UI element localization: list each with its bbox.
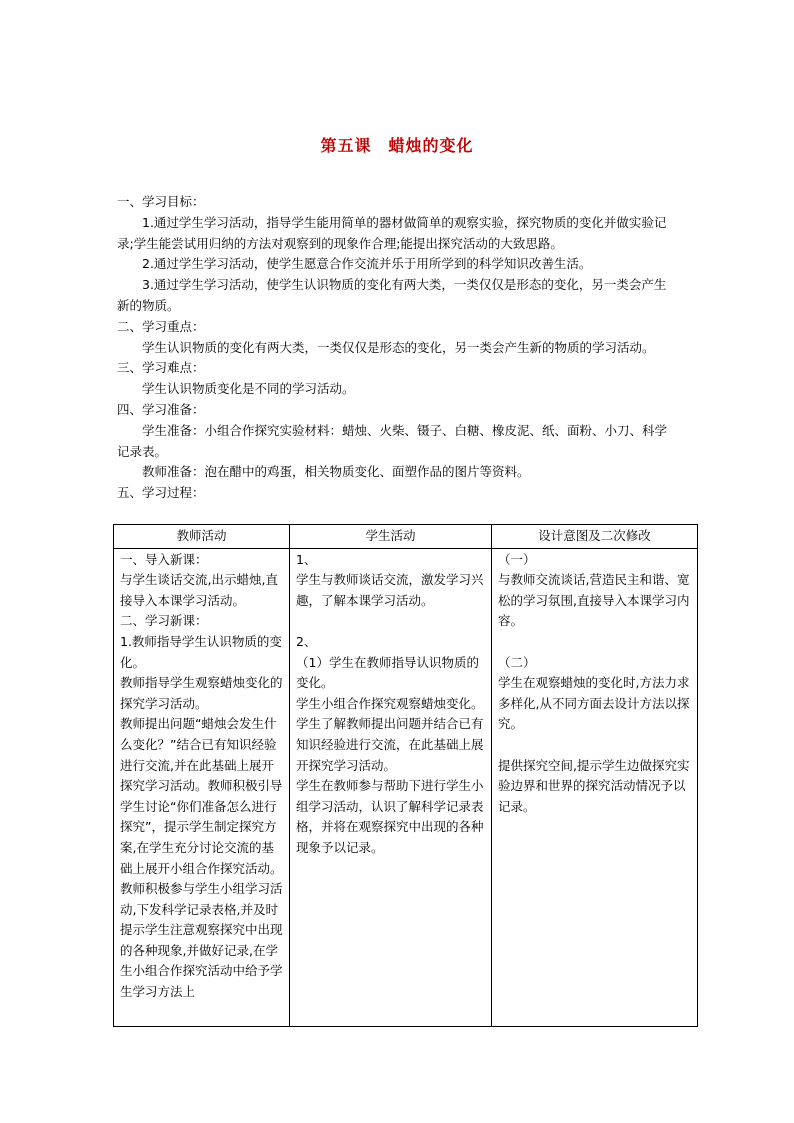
spacer (296, 611, 485, 632)
student-activity-cell (290, 548, 492, 1026)
student-line: 1、 (296, 551, 317, 567)
student-line: 学生了解教师提出问题并结合已有知识经验进行交流，在此基础上展开探究学习活动。 (296, 716, 484, 773)
student-preparation: 学生准备：小组合作探究实验材料：蜡烛、火柴、镊子、白糖、橡皮泥、纸、面粉、小刀、科学记录表。 (117, 422, 668, 459)
goal-heading: 一、学习目标： (117, 194, 205, 209)
teacher-line: 教师指导学生观察蜡烛变化的探究学习活动。 (120, 675, 283, 711)
difficulty-heading: 三、学习难点： (117, 360, 205, 376)
header-design-intent: 设计意图及二次修改 (492, 525, 698, 549)
spacer (498, 632, 691, 653)
student-line: 2、 (296, 633, 317, 649)
teacher-line: 1.教师指导学生认识物质的变化。 (120, 633, 282, 670)
difficulty-text: 学生认识物质变化是不同的学习活动。 (142, 381, 355, 397)
design-line: 提供探究空间,提示学生边做探究实验边界和世界的探究活动情况予以记录。 (498, 757, 690, 814)
teacher-line: 二、学习新课： (120, 613, 208, 629)
page-title: 第五课 蜡烛的变化 (320, 136, 474, 155)
student-line: 学生在教师参与帮助下进行学生小组学习活动，认识了解科学记录表格，并将在观察探究中出现的各种现象予以记录。 (296, 778, 484, 855)
table-row (114, 548, 698, 1026)
lesson-process-table (113, 524, 698, 1027)
teacher-line: 教师提出问题“蜡烛会发生什么变化？”结合已有知识经验进行交流,并在此基础上展开探究学习活动。教师积极引导学生讨论“你们准备怎么进行探究”，提示学生制定探究方案,在学生充分讨论交流的基础上展开小组合作探究活动。教师积极参与学生小组学习活动,下发科学记录表格,并及时提示学生注意观察探究中出现的各种现象,并做好记录,在学生小组合作探究活动中给予学生学习方法上 (120, 716, 283, 1000)
teacher-line: 一、导入新课： (120, 551, 208, 567)
design-line: 与教师交流谈话,营造民主和谐、宽松的学习氛围,直接导入本课学习内容。 (498, 572, 690, 629)
student-line: 学生小组合作探究观察蜡烛变化。 (296, 695, 484, 711)
header-student-activity: 学生活动 (290, 525, 492, 549)
teacher-preparation: 教师准备：泡在醋中的鸡蛋，相关物质变化、面塑作品的图片等资料。 (142, 464, 530, 480)
student-line: （1）学生在教师指导认识物质的变化。 (296, 654, 479, 691)
design-line: 学生在观察蜡烛的变化时,方法力求多样化,从不同方面去设计方法以探究。 (498, 675, 690, 732)
design-line: （一） (498, 551, 536, 567)
lesson-body (117, 192, 677, 504)
key-point-text: 学生认识物质的变化有两大类，一类仅仅是形态的变化，另一类会产生新的物质的学习活动。 (142, 339, 655, 355)
header-teacher-activity: 教师活动 (114, 525, 290, 549)
student-line: 学生与教师谈话交流，激发学习兴趣，了解本课学习活动。 (296, 572, 484, 608)
design-line: （二） (498, 654, 536, 670)
preparation-heading: 四、学习准备： (117, 401, 205, 417)
goal-item-3: 3.通过学生学习活动，使学生认识物质的变化有两大类，一类仅仅是形态的变化，另一类会产生新的物质。 (117, 277, 667, 313)
teacher-line: 与学生谈话交流,出示蜡烛,直接导入本课学习活动。 (120, 572, 278, 608)
goal-item-2: 2.通过学生学习活动，使学生愿意合作交流并乐于用所学到的科学知识改善生活。 (142, 256, 592, 272)
key-point-heading: 二、学习重点： (117, 318, 205, 334)
design-intent-cell (492, 548, 698, 1026)
teacher-activity-cell (114, 548, 290, 1026)
goal-item-1: 1.通过学生学习活动，指导学生能用简单的器材做简单的观察实验，探究物质的变化并做实验记录;学生能尝试用归纳的方法对观察到的现象作合理;能提出探究活动的大致思路。 (117, 214, 667, 251)
spacer (498, 735, 691, 756)
table-header-row (114, 525, 698, 549)
process-heading: 五、学习过程： (117, 485, 205, 501)
